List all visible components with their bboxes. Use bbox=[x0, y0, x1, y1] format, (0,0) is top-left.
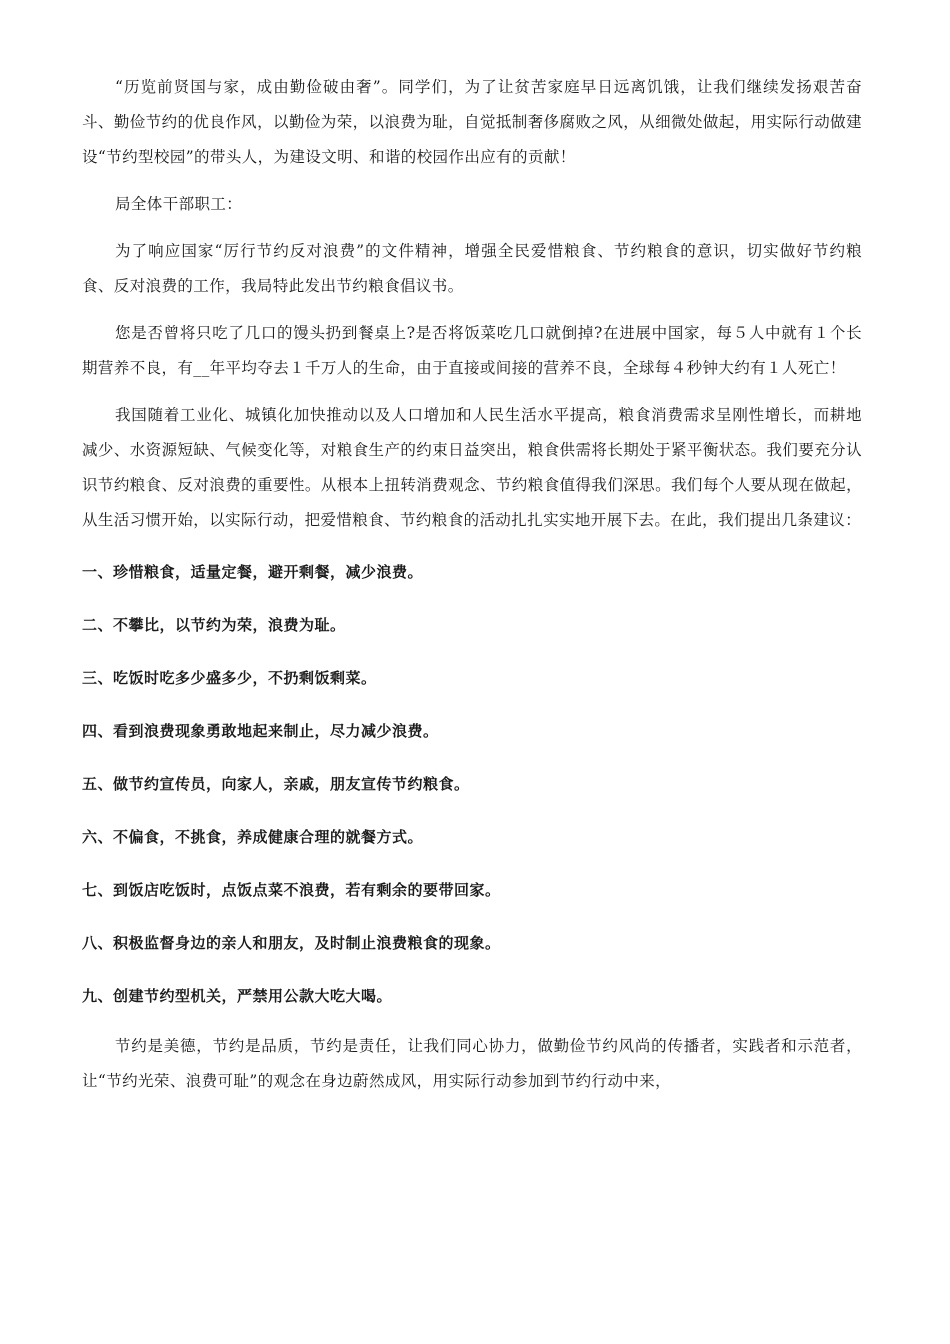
suggestion-item: 一、珍惜粮食，适量定餐，避开剩餐，减少浪费。 bbox=[82, 563, 424, 581]
paragraph-quote-intro: “历览前贤国与家，成由勤俭破由奢”。同学们，为了让贫苦家庭早日远离饥饿，让我们继续发扬艰苦奋斗、勤俭节约的优良作风，以勤俭为荣，以浪费为耻，自觉抵制奢侈腐败之风，从细微处做起，用实际行动做建设“节约型校园”的带头人，为建设文明、和谐的校园作出应有的贡献！ bbox=[82, 78, 862, 166]
suggestion-item: 三、吃饭时吃多少盛多少，不扔剩饭剩菜。 bbox=[82, 669, 377, 687]
paragraph-closing: 节约是美德，节约是品质，节约是责任，让我们同心协力，做勤俭节约风尚的传播者，实践者和示范者，让“节约光荣、浪费可耻”的观念在身边蔚然成风，用实际行动参加到节约行动中来， bbox=[82, 1037, 862, 1090]
suggestion-item: 六、不偏食，不挑食，养成健康合理的就餐方式。 bbox=[82, 828, 424, 846]
paragraph-salutation: 局全体干部职工： bbox=[115, 195, 243, 213]
paragraph-purpose: 为了响应国家“厉行节约反对浪费”的文件精神，增强全民爱惜粮食、节约粮食的意识，切实做好节约粮食、反对浪费的工作，我局特此发出节约粮食倡议书。 bbox=[82, 242, 862, 295]
suggestion-item: 八、积极监督身边的亲人和朋友，及时制止浪费粮食的现象。 bbox=[82, 934, 501, 952]
suggestion-item: 二、不攀比，以节约为荣，浪费为耻。 bbox=[82, 616, 346, 634]
suggestion-list bbox=[82, 546, 862, 1023]
suggestion-item: 四、看到浪费现象勇敢地起来制止，尽力减少浪费。 bbox=[82, 722, 439, 740]
suggestion-item: 七、到饭店吃饭时，点饭点菜不浪费，若有剩余的要带回家。 bbox=[82, 881, 501, 899]
suggestion-item: 九、创建节约型机关，严禁用公款大吃大喝。 bbox=[82, 987, 393, 1005]
document-page bbox=[82, 70, 862, 1099]
suggestion-item: 五、做节约宣传员，向家人，亲戚，朋友宣传节约粮食。 bbox=[82, 775, 470, 793]
paragraph-statistics: 您是否曾将只吃了几口的馒头扔到餐桌上?是否将饭菜吃几口就倒掉?在进展中国家，每５人中就有１个长期营养不良，有__年平均夺去１千万人的生命，由于直接或间接的营养不良，全球每４秒钟大约有１人死亡！ bbox=[82, 324, 862, 377]
paragraph-background: 我国随着工业化、城镇化加快推动以及人口增加和人民生活水平提高，粮食消费需求呈刚性增长，而耕地减少、水资源短缺、气候变化等，对粮食生产的约束日益突出，粮食供需将长期处于紧平衡状态。我们要充分认识节约粮食、反对浪费的重要性。从根本上扭转消费观念、节约粮食值得我们深思。我们每个人要从现在做起，从生活习惯开始，以实际行动，把爱惜粮食、节约粮食的活动扎扎实实地开展下去。在此，我们提出几条建议： bbox=[82, 406, 862, 529]
